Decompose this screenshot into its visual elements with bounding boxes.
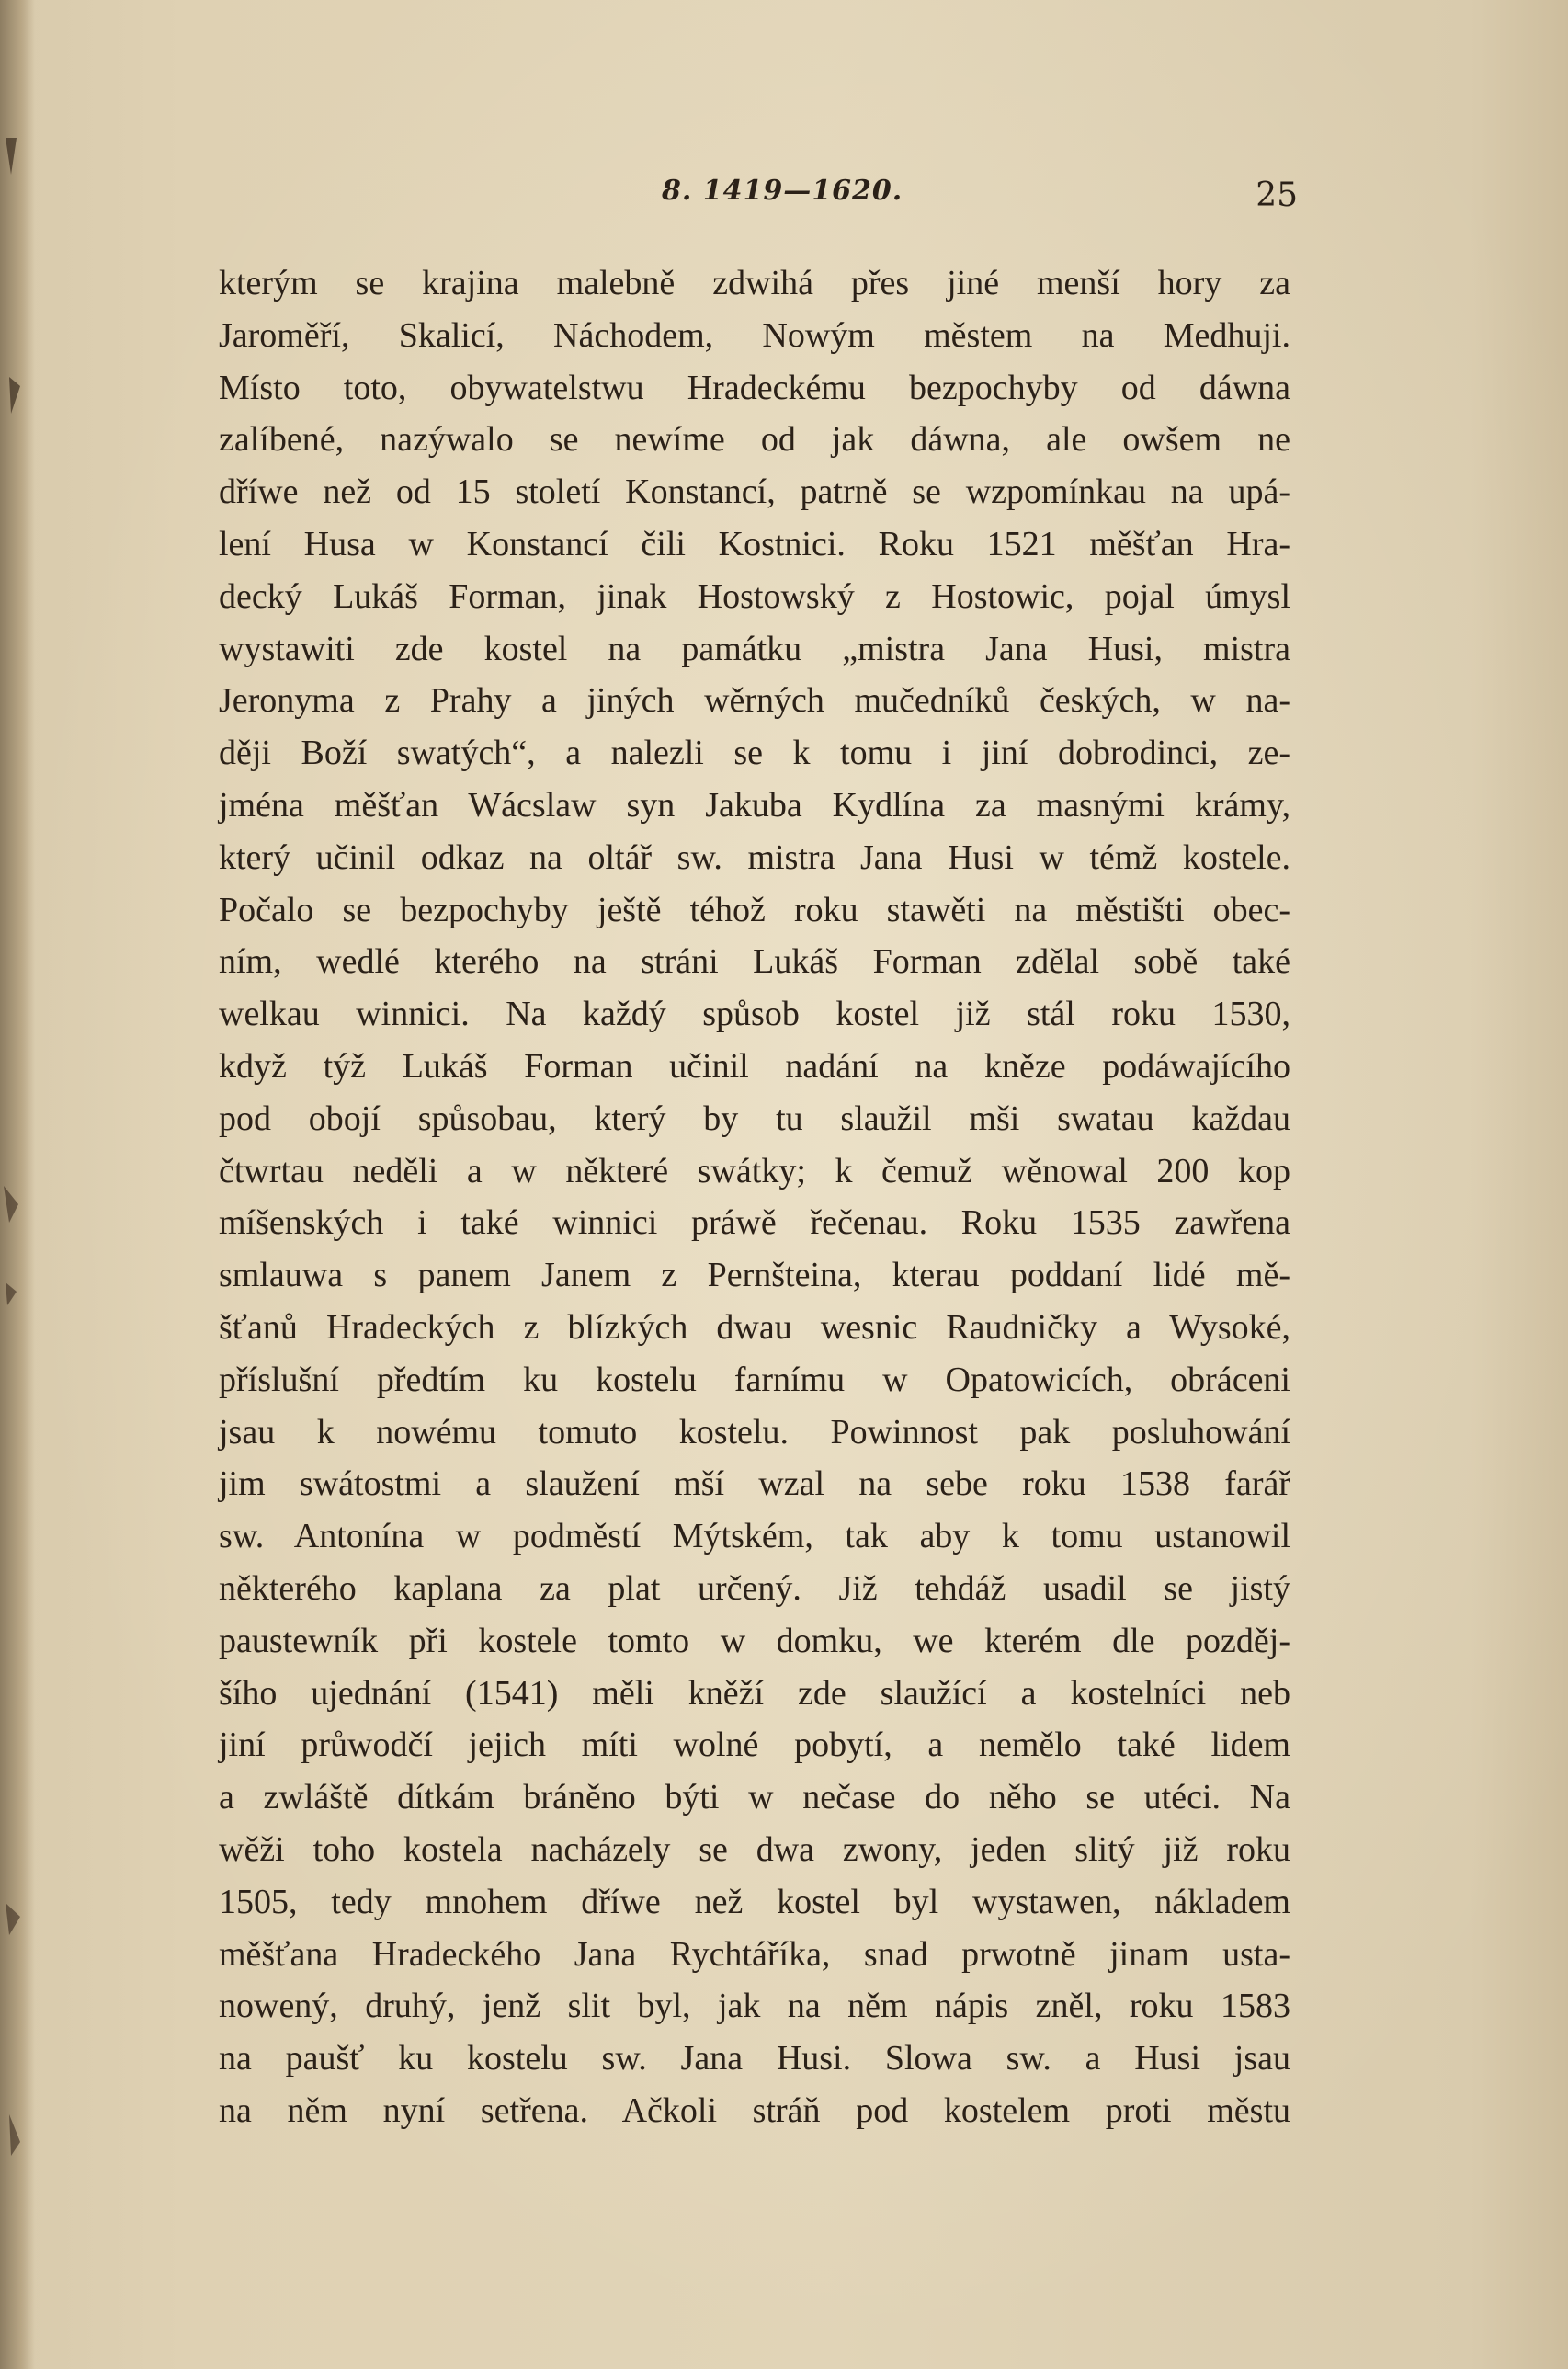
text-line: welkau winnici. Na každý spůsob kostel již stál roku 1530, <box>219 995 1290 1034</box>
text-line: jiní průwodčí jejich míti wolné pobytí, a nemělo také lidem <box>219 1725 1290 1765</box>
text-line: když týž Lukáš Forman učinil nadání na kněze podáwajícího <box>219 1046 1290 1086</box>
text-line: ději Boží swatých“, a nalezli se k tomu i jiní dobrodinci, ze- <box>219 734 1290 773</box>
page-header <box>221 175 1298 230</box>
body-text <box>219 257 1290 2137</box>
text-line: jim swátostmi a slaužení mší wzal na sebe roku 1538 farář <box>219 1464 1290 1504</box>
text-line: Místo toto, obywatelstwu Hradeckému bezpochyby od dáwna <box>219 368 1290 407</box>
text-line: 1505, tedy mnohem dříwe než kostel byl wystawen, nákladem <box>219 1882 1290 1921</box>
text-line: dříwe než od 15 století Konstancí, patrně se wzpomínkau na upá- <box>219 473 1290 512</box>
text-line: šího ujednání (1541) měli kněží zde slaužící a kostelníci neb <box>219 1673 1290 1713</box>
text-line: ním, wedlé kterého na stráni Lukáš Forman zdělal sobě také <box>219 942 1290 982</box>
page-number: 25 <box>1256 177 1298 214</box>
text-line: decký Lukáš Forman, jinak Hostowský z Hostowic, pojal úmysl <box>219 576 1290 616</box>
text-line: čtwrtau neděli a w některé swátky; k čemuž wěnowal 200 kop <box>219 1151 1290 1190</box>
text-line: Počalo se bezpochyby ještě téhož roku stawěti na městišti obec- <box>219 890 1290 929</box>
text-line: příslušní předtím ku kostelu farnímu w Opatowicích, obráceni <box>219 1360 1290 1399</box>
text-line: na něm nyní setřena. Ačkoli stráň pod kostelem proti městu <box>219 2090 1290 2130</box>
text-line: lení Husa w Konstancí čili Kostnici. Roku 1521 měšťan Hra- <box>219 524 1290 564</box>
text-line: paustewník při kostele tomto w domku, we kterém dle pozděj- <box>219 1621 1290 1660</box>
text-line: kterým se krajina malebně zdwihá přes jiné menší hory za <box>219 264 1290 302</box>
text-line: smlauwa s panem Janem z Pernšteina, kterau poddaní lidé mě- <box>219 1256 1290 1295</box>
text-line: Jeronyma z Prahy a jiných wěrných mučedníků českých, w na- <box>219 681 1290 721</box>
text-line: na paušť ku kostelu sw. Jana Husi. Slowa sw. a Husi jsau <box>219 2039 1290 2079</box>
text-line: sw. Antonína w podměstí Mýtském, tak aby k tomu ustanowil <box>219 1517 1290 1556</box>
text-line: zalíbené, nazýwalo se newíme od jak dáwna, ale owšem ne <box>219 420 1290 460</box>
running-head: 8. 1419—1620. <box>662 175 903 207</box>
text-line: který učinil odkaz na oltář sw. mistra Jana Husi w témž kostele. <box>219 837 1290 877</box>
text-line: jsau k nowému tomuto kostelu. Powinnost pak posluhowání <box>219 1412 1290 1452</box>
margin-marks <box>0 0 37 2369</box>
text-line: měšťana Hradeckého Jana Rychtáříka, snad prwotně jinam usta- <box>219 1934 1290 1974</box>
text-line: míšenských i také winnici práwě řečenau. Roku 1535 zawřena <box>219 1203 1290 1243</box>
text-line: šťanů Hradeckých z blízkých dwau wesnic Raudničky a Wysoké, <box>219 1307 1290 1347</box>
text-line: wěži toho kostela nacházely se dwa zwony, jeden slitý již roku <box>219 1829 1290 1869</box>
text-line: nowený, druhý, jenž slit byl, jak na něm nápis zněl, roku 1583 <box>219 1987 1290 2026</box>
text-line: některého kaplana za plat určený. Již tehdáž usadil se jistý <box>219 1568 1290 1608</box>
text-line: jména měšťan Wácslaw syn Jakuba Kydlína za masnými krámy, <box>219 785 1290 825</box>
text-line: Jaroměří, Skalicí, Náchodem, Nowým městem na Medhuji. <box>219 315 1290 355</box>
text-line: a zwláště dítkám bráněno býti w nečase do něho se utéci. Na <box>219 1778 1290 1817</box>
text-line: pod obojí spůsobau, který by tu slaužil mši swatau každau <box>219 1099 1290 1138</box>
text-line: wystawiti zde kostel na památku „mistra Jana Husi, mistra <box>219 629 1290 668</box>
